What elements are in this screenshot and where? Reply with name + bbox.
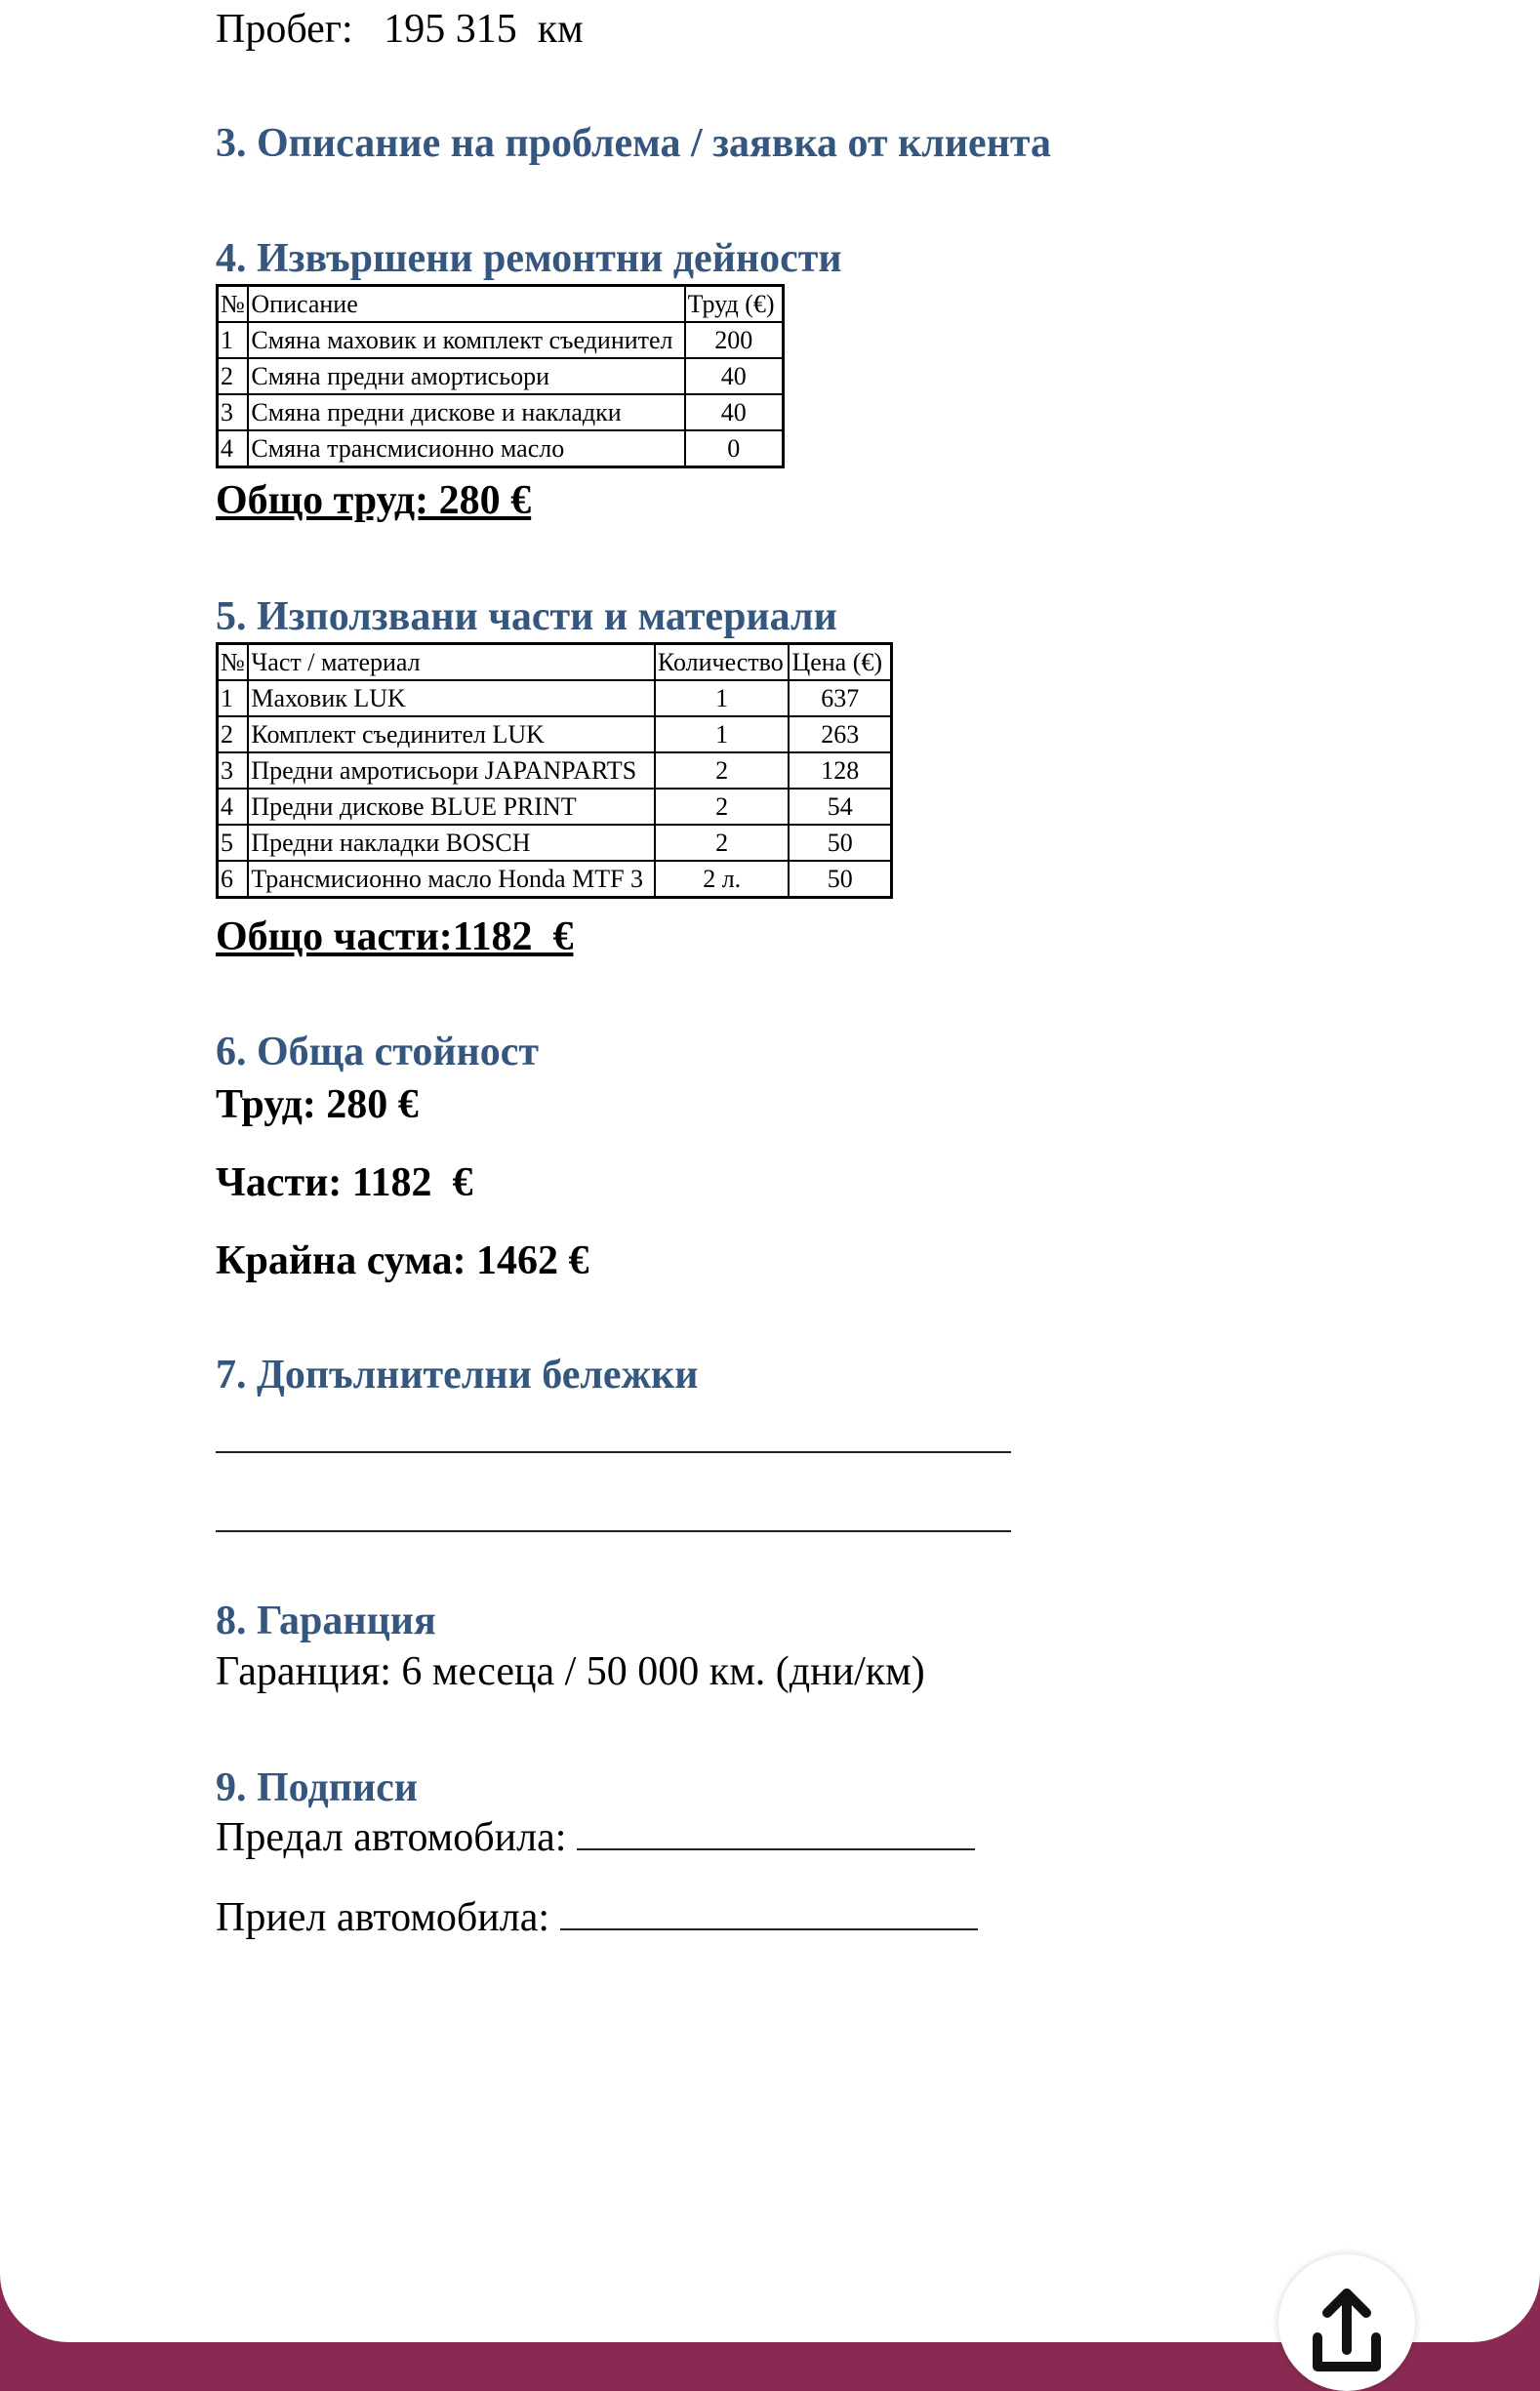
section4-title: 4. Извършени ремонтни дейности [216,236,842,281]
parts-header-no: № [218,644,249,681]
parts-cell-name: Предни амротисьори JAPANPARTS [248,752,655,789]
summary-parts: Части: 1182 € [216,1160,473,1205]
labor-cell-no: 4 [218,430,249,467]
parts-cell-no: 1 [218,680,249,716]
labor-cell-no: 1 [218,322,249,358]
parts-cell-qty: 2 л. [655,861,790,898]
parts-table-header [218,644,892,681]
table-row [218,752,892,789]
parts-header-qty: Количество [655,644,790,681]
labor-cell-no: 3 [218,394,249,430]
parts-cell-qty: 1 [655,680,790,716]
parts-header-name: Част / материал [248,644,655,681]
parts-cell-name: Маховик LUK [248,680,655,716]
labor-cell-amount: 40 [685,394,784,430]
labor-table-header [218,286,784,323]
parts-cell-qty: 2 [655,825,790,861]
parts-cell-qty: 2 [655,752,790,789]
labor-cell-desc: Смяна маховик и комплект съединител [248,322,684,358]
signature-received-label: Приел автомобила: [216,1895,550,1940]
parts-cell-name: Трансмисионно масло Honda MTF 3 [248,861,655,898]
table-row [218,358,784,394]
section8-title: 8. Гаранция [216,1599,436,1643]
parts-cell-no: 5 [218,825,249,861]
parts-cell-name: Комплект съединител LUK [248,716,655,752]
section9-title: 9. Подписи [216,1765,418,1810]
warranty-text: Гаранция: 6 месеца / 50 000 км. (дни/км) [216,1649,925,1694]
mileage-line [216,5,584,54]
parts-cell-name: Предни дискове BLUE PRINT [248,789,655,825]
labor-cell-no: 2 [218,358,249,394]
table-row [218,861,892,898]
mileage-label: Пробег: [216,7,353,52]
labor-table [216,284,785,468]
table-row [218,825,892,861]
labor-cell-desc: Смяна трансмисионно масло [248,430,684,467]
parts-cell-no: 4 [218,789,249,825]
parts-cell-no: 3 [218,752,249,789]
parts-cell-price: 54 [789,789,891,825]
parts-cell-name: Предни накладки BOSCH [248,825,655,861]
labor-header-desc: Описание [248,286,684,323]
signature-received-row [216,1893,978,1942]
parts-cell-price: 637 [789,680,891,716]
table-row [218,680,892,716]
parts-header-price: Цена (€) [789,644,891,681]
share-icon [1278,2254,1415,2391]
section6-title: 6. Обща стойност [216,1030,540,1074]
table-row [218,789,892,825]
table-row [218,430,784,467]
notes-line-2 [216,1530,1011,1532]
labor-total: Общо труд: 280 € [216,478,532,523]
summary-final: Крайна сума: 1462 € [216,1238,589,1283]
parts-cell-no: 2 [218,716,249,752]
table-row [218,716,892,752]
parts-cell-price: 263 [789,716,891,752]
parts-total: Общо части:1182 € [216,914,574,959]
labor-header-labor: Труд (€) [685,286,784,323]
parts-cell-price: 128 [789,752,891,789]
section3-title: 3. Описание на проблема / заявка от клиента [216,121,1052,166]
signature-received-line [560,1893,978,1930]
table-row [218,394,784,430]
notes-line-1 [216,1451,1011,1453]
mileage-unit: км [537,7,584,52]
labor-cell-amount: 40 [685,358,784,394]
parts-table [216,642,893,899]
parts-cell-no: 6 [218,861,249,898]
labor-header-no: № [218,286,249,323]
mileage-value: 195 315 [384,7,517,52]
labor-cell-amount: 200 [685,322,784,358]
table-row [218,322,784,358]
signature-handed-label: Предал автомобила: [216,1815,567,1860]
signature-handed-row [216,1813,975,1862]
section7-title: 7. Допълнителни бележки [216,1353,699,1398]
parts-cell-price: 50 [789,825,891,861]
summary-labor: Труд: 280 € [216,1082,419,1127]
parts-cell-price: 50 [789,861,891,898]
parts-cell-qty: 1 [655,716,790,752]
labor-cell-desc: Смяна предни амортисьори [248,358,684,394]
signature-handed-line [577,1813,975,1850]
labor-cell-amount: 0 [685,430,784,467]
section5-title: 5. Използвани части и материали [216,594,837,639]
parts-cell-qty: 2 [655,789,790,825]
labor-cell-desc: Смяна предни дискове и накладки [248,394,684,430]
share-button[interactable] [1278,2254,1415,2391]
